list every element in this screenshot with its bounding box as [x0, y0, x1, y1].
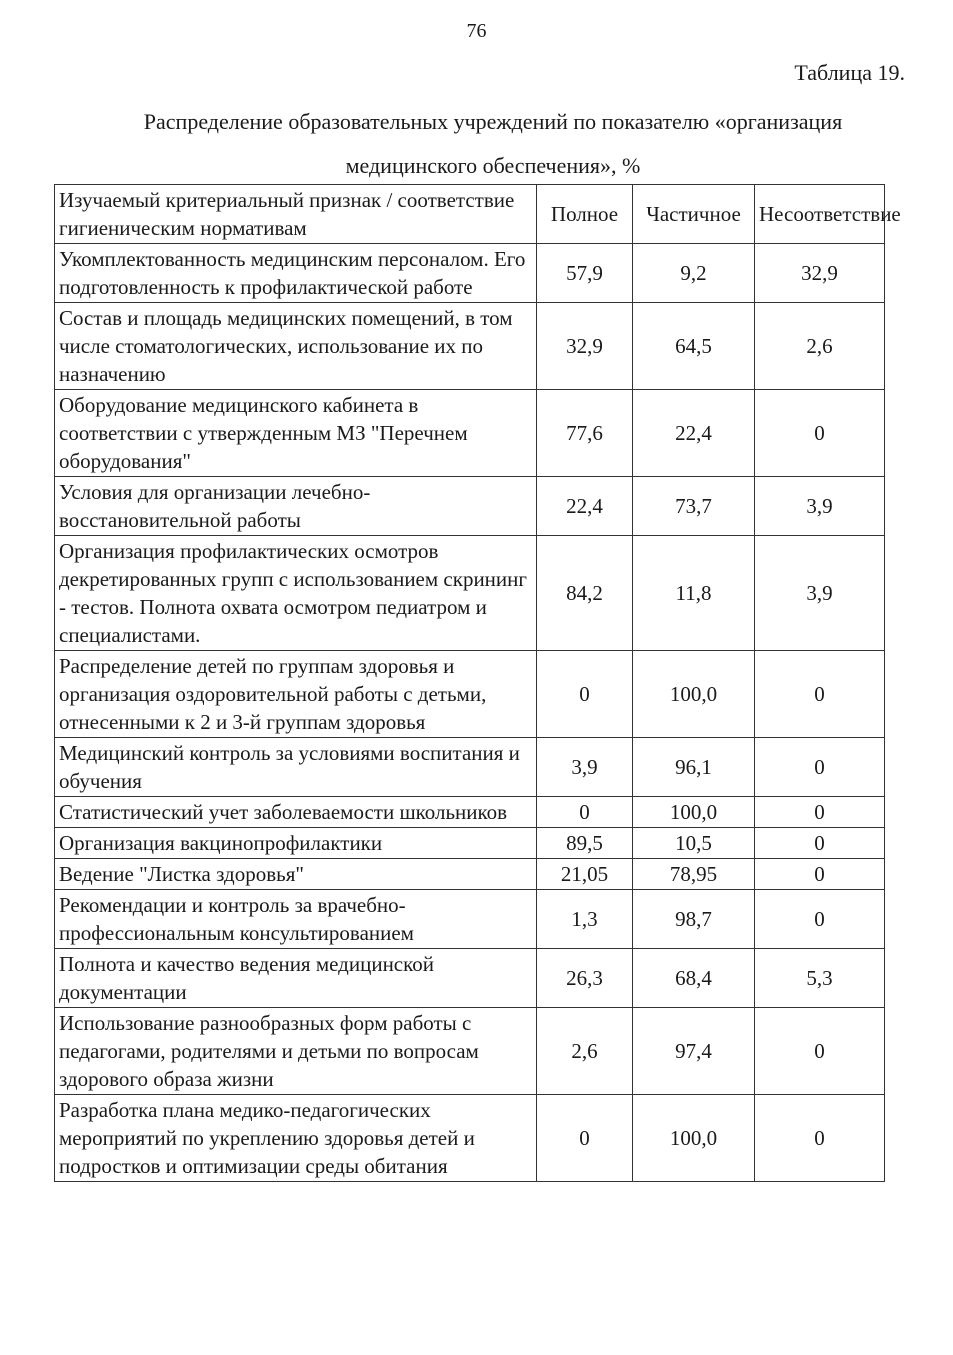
cell-none: 0	[755, 1095, 885, 1182]
cell-partial: 73,7	[633, 477, 755, 536]
cell-none: 0	[755, 651, 885, 738]
cell-full: 2,6	[537, 1008, 633, 1095]
cell-criterion: Полнота и качество ведения медицинской документации	[55, 949, 537, 1008]
cell-criterion: Распределение детей по группам здоровья и организация оздоровительной работы с детьми, отнесенными к 2 и 3-й группам здоровья	[55, 651, 537, 738]
cell-criterion: Условия для организации лечебно-восстановительной работы	[55, 477, 537, 536]
cell-none: 0	[755, 828, 885, 859]
table-row	[55, 390, 885, 477]
cell-full: 0	[537, 797, 633, 828]
cell-none: 0	[755, 390, 885, 477]
cell-criterion: Разработка плана медико-педагогических мероприятий по укреплению здоровья детей и подростков и оптимизации среды обитания	[55, 1095, 537, 1182]
cell-criterion: Использование разнообразных форм работы с педагогами, родителями и детьми по вопросам здорового образа жизни	[55, 1008, 537, 1095]
cell-criterion: Ведение "Листка здоровья"	[55, 859, 537, 890]
table-row	[55, 949, 885, 1008]
cell-full: 89,5	[537, 828, 633, 859]
cell-full: 26,3	[537, 949, 633, 1008]
cell-full: 84,2	[537, 536, 633, 651]
cell-none: 2,6	[755, 303, 885, 390]
cell-none: 3,9	[755, 536, 885, 651]
table-row	[55, 477, 885, 536]
cell-criterion: Укомплектованность медицинским персоналом. Его подготовленность к профилактической работе	[55, 244, 537, 303]
cell-none: 0	[755, 1008, 885, 1095]
table-caption	[50, 100, 936, 188]
cell-partial: 100,0	[633, 797, 755, 828]
cell-partial: 9,2	[633, 244, 755, 303]
cell-criterion: Рекомендации и контроль за врачебно-профессиональным консультированием	[55, 890, 537, 949]
table-header-row	[55, 185, 885, 244]
header-none: Несоответствие	[755, 185, 885, 244]
table-row	[55, 1095, 885, 1182]
cell-none: 5,3	[755, 949, 885, 1008]
table-label: Таблица 19.	[794, 60, 905, 85]
cell-full: 21,05	[537, 859, 633, 890]
cell-partial: 100,0	[633, 651, 755, 738]
cell-criterion: Оборудование медицинского кабинета в соответствии с утвержденным МЗ "Перечнем оборудования"	[55, 390, 537, 477]
table-row	[55, 797, 885, 828]
cell-partial: 68,4	[633, 949, 755, 1008]
caption-line-2: медицинского обеспечения», %	[345, 153, 641, 178]
table-row	[55, 651, 885, 738]
cell-criterion: Организация профилактических осмотров декретированных групп с использованием скрининг - тестов. Полнота охвата осмотром педиатром и специалистами.	[55, 536, 537, 651]
data-table	[54, 184, 901, 1182]
cell-criterion: Состав и площадь медицинских помещений, в том числе стоматологических, использование их по назначению	[55, 303, 537, 390]
header-full: Полное	[537, 185, 633, 244]
table-row	[55, 738, 885, 797]
cell-partial: 10,5	[633, 828, 755, 859]
cell-full: 32,9	[537, 303, 633, 390]
cell-full: 0	[537, 651, 633, 738]
cell-full: 3,9	[537, 738, 633, 797]
cell-partial: 98,7	[633, 890, 755, 949]
cell-criterion: Организация вакцинопрофилактики	[55, 828, 537, 859]
table-row	[55, 890, 885, 949]
header-partial: Частичное	[633, 185, 755, 244]
table-row	[55, 244, 885, 303]
cell-none: 0	[755, 797, 885, 828]
cell-criterion: Статистический учет заболеваемости школьников	[55, 797, 537, 828]
cell-full: 0	[537, 1095, 633, 1182]
cell-full: 22,4	[537, 477, 633, 536]
table-row	[55, 828, 885, 859]
cell-full: 1,3	[537, 890, 633, 949]
cell-criterion: Медицинский контроль за условиями воспитания и обучения	[55, 738, 537, 797]
cell-partial: 64,5	[633, 303, 755, 390]
table-row	[55, 859, 885, 890]
cell-full: 77,6	[537, 390, 633, 477]
header-criterion: Изучаемый критериальный признак / соответствие гигиеническим нормативам	[55, 185, 537, 244]
cell-partial: 97,4	[633, 1008, 755, 1095]
cell-full: 57,9	[537, 244, 633, 303]
caption-line-1: Распределение образовательных учреждений по показателю «организация	[143, 109, 843, 134]
table-row	[55, 536, 885, 651]
cell-none: 0	[755, 859, 885, 890]
table-row	[55, 303, 885, 390]
cell-partial: 78,95	[633, 859, 755, 890]
cell-none: 3,9	[755, 477, 885, 536]
cell-partial: 11,8	[633, 536, 755, 651]
table-row	[55, 1008, 885, 1095]
cell-none: 0	[755, 890, 885, 949]
cell-none: 0	[755, 738, 885, 797]
cell-partial: 100,0	[633, 1095, 755, 1182]
page-number: 76	[466, 20, 487, 42]
cell-none: 32,9	[755, 244, 885, 303]
cell-partial: 96,1	[633, 738, 755, 797]
cell-partial: 22,4	[633, 390, 755, 477]
